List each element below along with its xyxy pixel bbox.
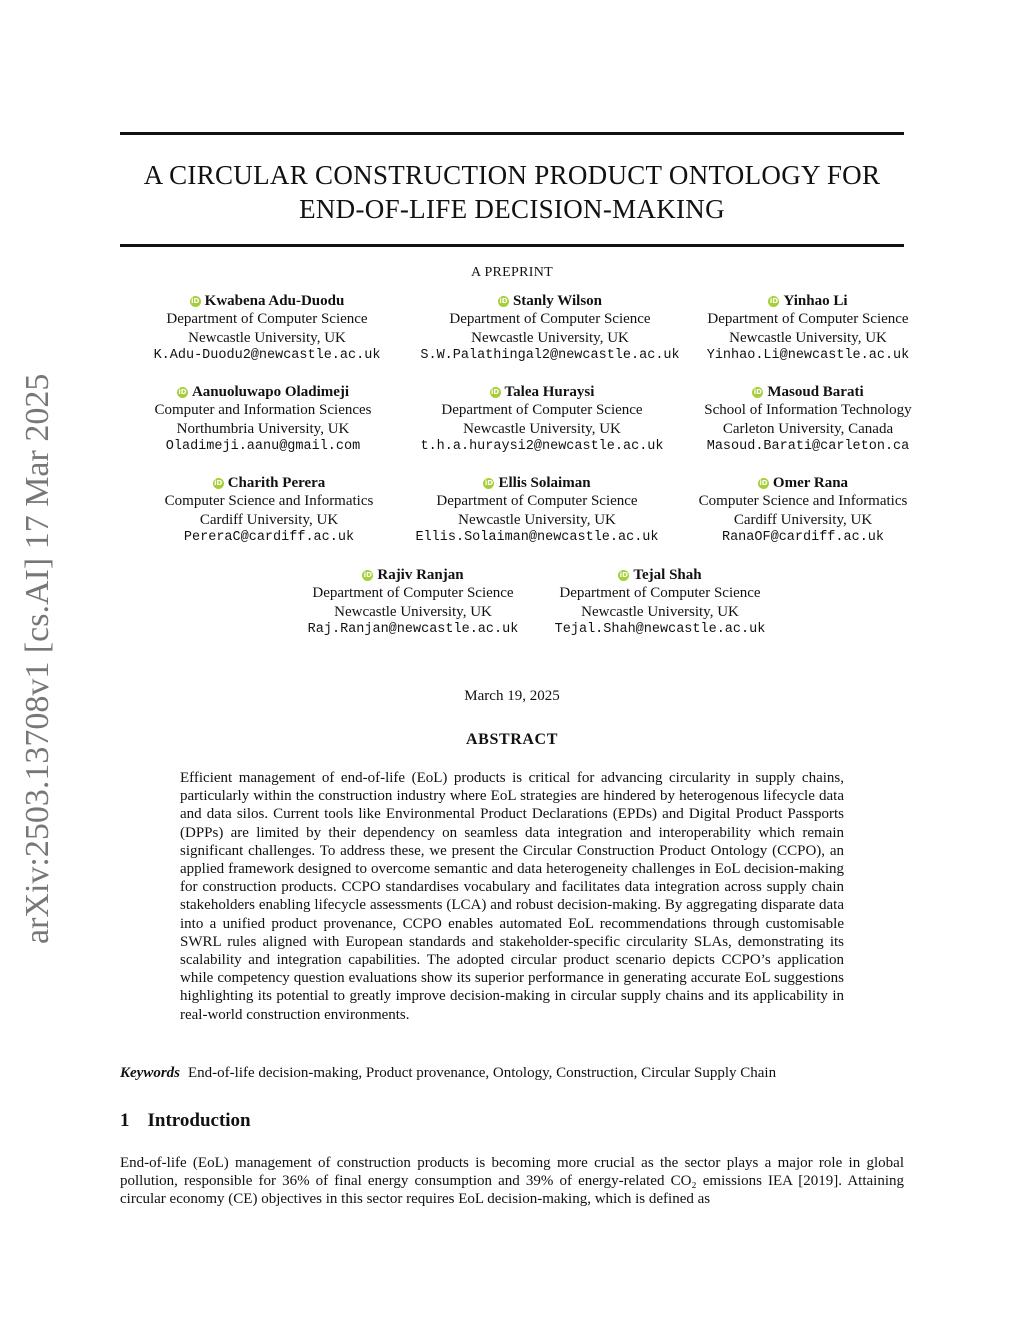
author-department: Department of Computer Science: [436, 493, 638, 510]
orcid-icon[interactable]: iD: [490, 387, 500, 396]
author-name: Masoud Barati: [767, 384, 864, 400]
author-institution: Cardiff University, UK: [199, 511, 339, 528]
author-name: Tejal Shah: [633, 567, 702, 583]
author-department: School of Information Technology: [704, 402, 912, 419]
author-department: Department of Computer Science: [559, 585, 761, 602]
author-email[interactable]: Yinhao.Li@newcastle.ac.uk: [706, 347, 910, 363]
author-institution: Newcastle University, UK: [729, 329, 887, 346]
author-name: Kwabena Adu-Duodu: [204, 293, 345, 309]
author-name: Charith Perera: [227, 475, 326, 491]
arxiv-identifier: arXiv:2503.13708v1 [cs.AI] 17 Mar 2025: [19, 373, 56, 944]
author-email[interactable]: Tejal.Shah@newcastle.ac.uk: [554, 621, 766, 637]
author-email[interactable]: Raj.Ranjan@newcastle.ac.uk: [307, 621, 519, 637]
author-department: Department of Computer Science: [312, 585, 514, 602]
author-institution: Newcastle University, UK: [471, 329, 629, 346]
author-block: [400, 292, 700, 365]
author-email[interactable]: Masoud.Barati@carleton.ca: [706, 438, 910, 454]
author-block: [690, 292, 926, 365]
author-institution: Northumbria University, UK: [176, 420, 350, 437]
paper-title: [120, 158, 904, 226]
author-department: Department of Computer Science: [449, 311, 651, 328]
abstract-heading: ABSTRACT: [466, 731, 558, 748]
introduction-paragraph: End-of-life (EoL) management of construction products is becoming more crucial as the sector plays a major role in global pollution, responsible for 36% of final energy consumption and 39% of energy-related CO₂ emissions IEA [2019]. Attaining circular economy (CE) objectives in this sector requires EoL decision-making, which is defined as: [120, 1155, 904, 1207]
author-block: [402, 383, 682, 456]
author-email[interactable]: S.W.Palathingal2@newcastle.ac.uk: [420, 347, 680, 363]
orcid-icon[interactable]: iD: [178, 387, 187, 396]
author-block: [128, 383, 398, 456]
orcid-icon[interactable]: iD: [214, 478, 223, 487]
title-line-1: A CIRCULAR CONSTRUCTION PRODUCT ONTOLOGY FOR: [143, 160, 881, 190]
author-email[interactable]: RanaOF@cardiff.ac.uk: [721, 529, 885, 545]
author-name: Rajiv Ranjan: [377, 567, 464, 583]
author-name: Stanly Wilson: [512, 293, 603, 309]
author-block: [538, 566, 782, 639]
section-number: 1: [120, 1110, 130, 1131]
keywords: [120, 1065, 904, 1082]
orcid-icon[interactable]: iD: [484, 478, 494, 487]
author-email[interactable]: PereraC@cardiff.ac.uk: [183, 529, 355, 545]
section-heading: [120, 1110, 251, 1132]
author-institution: Newcastle University, UK: [463, 420, 621, 437]
author-department: Computer Science and Informatics: [164, 493, 374, 510]
author-block: [684, 383, 932, 456]
author-institution: Newcastle University, UK: [581, 603, 739, 620]
orcid-icon[interactable]: iD: [769, 296, 779, 305]
author-department: Computer Science and Informatics: [698, 493, 908, 510]
title-top-rule: [120, 132, 904, 135]
author-email[interactable]: t.h.a.huraysi2@newcastle.ac.uk: [420, 438, 664, 454]
author-block: [394, 474, 680, 547]
author-block: [678, 474, 928, 547]
author-department: Department of Computer Science: [166, 311, 368, 328]
author-block: [138, 474, 400, 547]
author-institution: Cardiff University, UK: [733, 511, 873, 528]
orcid-icon[interactable]: iD: [619, 570, 628, 579]
keywords-list: End-of-life decision-making, Product provenance, Ontology, Construction, Circular Supply Chain: [188, 1065, 777, 1081]
author-name: Talea Huraysi: [504, 384, 595, 400]
author-department: Department of Computer Science: [441, 402, 643, 419]
orcid-icon[interactable]: iD: [191, 296, 200, 305]
author-department: Computer and Information Sciences: [154, 402, 372, 419]
orcid-icon[interactable]: iD: [499, 296, 508, 305]
author-email[interactable]: Ellis.Solaiman@newcastle.ac.uk: [415, 529, 659, 545]
preprint-label: A PREPRINT: [471, 265, 553, 280]
orcid-icon[interactable]: iD: [759, 478, 768, 487]
section-title: Introduction: [147, 1110, 251, 1131]
author-block: [128, 292, 406, 365]
author-institution: Newcastle University, UK: [458, 511, 616, 528]
keywords-label: Keywords: [120, 1065, 180, 1081]
author-institution: Carleton University, Canada: [722, 420, 894, 437]
title-bottom-rule: [120, 244, 904, 247]
author-name: Ellis Solaiman: [498, 475, 591, 491]
title-line-2: END-OF-LIFE DECISION-MAKING: [299, 194, 725, 224]
publication-date: March 19, 2025: [464, 688, 560, 704]
author-email[interactable]: K.Adu-Duodu2@newcastle.ac.uk: [153, 347, 381, 363]
author-department: Department of Computer Science: [707, 311, 909, 328]
author-email[interactable]: Oladimeji.aanu@gmail.com: [165, 438, 361, 454]
author-block: [290, 566, 536, 639]
orcid-icon[interactable]: iD: [363, 570, 372, 579]
orcid-icon[interactable]: iD: [753, 387, 762, 396]
abstract-body: Efficient management of end-of-life (EoL) products is critical for advancing circularity in supply chains, particularly within the construction industry where EoL strategies are hindered by heterogenous lifecycle data and data silos. Current tools like Environmental Product Declarations (EPDs) and Digital Product Passports (DPPs) are limited by their dependency on seamless data integration and interoperability which remain significant challenges. To address these, we present the Circular Construction Product Ontology (CCPO), an applied framework designed to overcome semantic and data heterogeneity challenges in EoL decision-making for construction products. CCPO standardises vocabulary and facilitates data integration across supply chain stakeholders enabling lifecycle assessments (LCA) and robust decision-making. By aggregating disparate data into a unified product provenance, CCPO enables automated EoL recommendations through customisable SWRL rules aligned with European standards and stakeholder-specific circularity SLAs, demonstrating its scalability and integration capabilities. The adopted circular product scenario depicts CCPO’s application while competency question evaluations show its superior performance in generating accurate EoL suggestions highlighting its potential to greatly improve decision-making in circular supply chains and its applicability in real-world construction environments.: [180, 770, 844, 1023]
author-name: Yinhao Li: [783, 293, 848, 309]
author-institution: Newcastle University, UK: [188, 329, 346, 346]
author-institution: Newcastle University, UK: [334, 603, 492, 620]
author-name: Aanuoluwapo Oladimeji: [191, 384, 350, 400]
author-name: Omer Rana: [772, 475, 849, 491]
